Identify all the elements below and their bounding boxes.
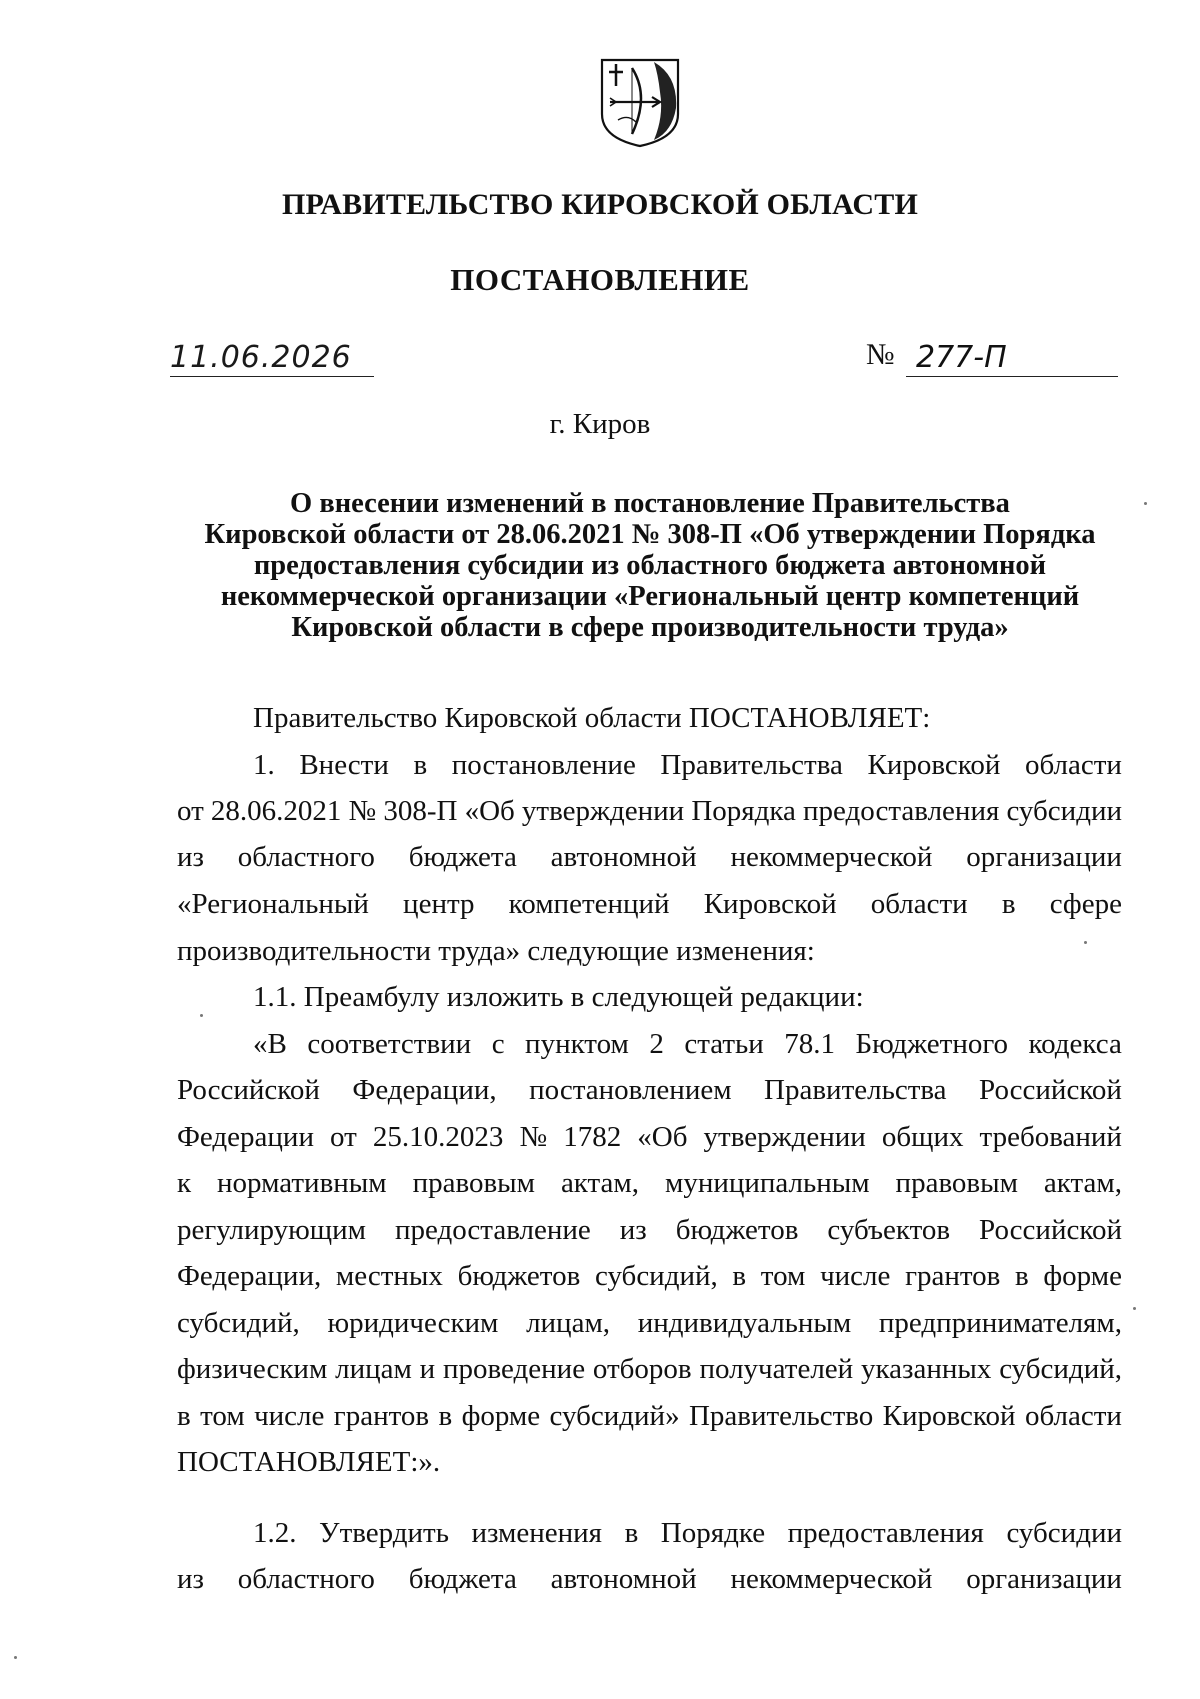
quote-line [177, 1214, 1122, 1254]
word: областного [237, 841, 375, 873]
paragraph-1-line [177, 795, 1122, 835]
word: субсидий» [549, 1400, 680, 1432]
word: соответствии [307, 1028, 472, 1060]
word: Порядка [691, 795, 796, 827]
word: в [732, 1260, 747, 1292]
quote-line [177, 1167, 1122, 1207]
word: от [330, 1121, 357, 1153]
word: лицам, [526, 1307, 611, 1339]
word: в [438, 1400, 453, 1432]
word: в [413, 749, 428, 781]
number-label: № [866, 338, 895, 371]
scan-speck [1144, 502, 1147, 505]
word: 308-П [383, 795, 458, 827]
title-line: О внесении изменений в постановление Правительства [290, 488, 1010, 519]
word: бюджетов [675, 1214, 799, 1246]
paragraph-1-2-line [177, 1563, 1122, 1603]
word: Правительства [660, 749, 843, 781]
word: в [624, 1517, 639, 1549]
word: физическим [177, 1353, 328, 1385]
word: нормативным [217, 1167, 387, 1199]
paragraph-1-1: 1.1. Преамбулу изложить в следующей редакции: [253, 981, 864, 1013]
word: субсидий, [999, 1353, 1122, 1385]
word: субсидии [1006, 795, 1122, 827]
word: «Региональный [177, 888, 369, 920]
word: Федерации, [177, 1260, 322, 1292]
quote-line: ПОСТАНОВЛЯЕТ:». [177, 1446, 441, 1478]
word: субсидии [1006, 1517, 1122, 1549]
word: получателей [699, 1353, 854, 1385]
word: отборов [592, 1353, 692, 1385]
word: «Об [464, 795, 515, 827]
scan-speck [1084, 941, 1087, 944]
word: том [200, 1400, 245, 1432]
word: Российской [177, 1074, 320, 1106]
paragraph-1-line [177, 841, 1122, 881]
document-number-field [906, 338, 1118, 377]
quote-line [177, 1074, 1122, 1114]
word: бюджета [408, 1563, 517, 1595]
word: актам, [560, 1167, 640, 1199]
quote-line [253, 1028, 1122, 1068]
title-line: Кировской области в сфере производительности труда» [291, 612, 1009, 643]
word: субсидий, [594, 1260, 718, 1292]
word: из [619, 1214, 647, 1246]
word: компетенций [508, 888, 670, 920]
body-intro: Правительство Кировской области ПОСТАНОВЛЯЕТ: [253, 702, 931, 734]
word: «Об [637, 1121, 688, 1153]
word: области [1024, 1400, 1122, 1432]
word: Кировской [703, 888, 837, 920]
word: Федерации [177, 1121, 314, 1153]
quote-line [177, 1121, 1122, 1161]
word: кодекса [1028, 1028, 1122, 1060]
quote-line [177, 1260, 1122, 1300]
word: Правительство [688, 1400, 874, 1432]
word: регулирующим [177, 1214, 366, 1246]
quote-line [177, 1353, 1122, 1393]
word: муниципальным [664, 1167, 870, 1199]
quote-line [177, 1307, 1122, 1347]
word: 28.06.2021 [210, 795, 342, 827]
word: 78.1 [784, 1028, 836, 1060]
word: лицам [335, 1353, 412, 1385]
word: предоставление [394, 1214, 591, 1246]
word: области [1024, 749, 1122, 781]
word: постановление [451, 749, 636, 781]
word: Российской [979, 1214, 1122, 1246]
city: г. Киров [549, 408, 651, 440]
word: в [1015, 1260, 1029, 1292]
coat-of-arms-emblem [598, 56, 682, 150]
document-number: 277-П [916, 340, 1007, 375]
paragraph-1-line: производительности труда» следующие изменения: [177, 935, 815, 967]
word: предоставления [787, 1517, 984, 1549]
word: общих [881, 1121, 964, 1153]
title-line: некоммерческой организации «Региональный центр компетенций [220, 581, 1080, 612]
paragraph-1-line [177, 888, 1122, 928]
word: требований [979, 1121, 1122, 1153]
word: индивидуальным [637, 1307, 852, 1339]
word: Бюджетного [855, 1028, 1009, 1060]
word: постановлением [529, 1074, 732, 1106]
word: предоставления [803, 795, 1000, 827]
word: № [519, 1121, 548, 1153]
document-date-field [170, 338, 374, 377]
word: к [177, 1167, 192, 1199]
word: в [1001, 888, 1016, 920]
word: Кировской [867, 749, 1001, 781]
word: числе [820, 1260, 891, 1292]
word: грантов [333, 1400, 430, 1432]
document-date: 11.06.2026 [170, 340, 352, 375]
word: некоммерческой [730, 841, 933, 873]
paragraph-1-2-line [253, 1517, 1122, 1557]
paragraph-1-line [253, 749, 1122, 789]
word: 25.10.2023 [372, 1121, 504, 1153]
word: изменения [471, 1517, 603, 1549]
word: 1782 [563, 1121, 622, 1153]
word: грантов [905, 1260, 1001, 1292]
word: 2 [649, 1028, 664, 1060]
word: субсидий, [177, 1307, 300, 1339]
word: указанных [861, 1353, 992, 1385]
word: актам, [1043, 1167, 1122, 1199]
word: 1.2. [253, 1517, 297, 1549]
quote-line [177, 1400, 1122, 1440]
scan-speck [200, 1014, 203, 1017]
word: числе [254, 1400, 325, 1432]
word: проведение [443, 1353, 586, 1385]
word: автономной [550, 1563, 697, 1595]
word: сфере [1049, 888, 1122, 920]
word: автономной [550, 841, 697, 873]
word: 1. [253, 749, 275, 781]
word: бюджетов [457, 1260, 581, 1292]
word: форме [1043, 1260, 1122, 1292]
title-line: Кировской области от 28.06.2021 № 308-П «Об утверждении Порядка [204, 519, 1096, 550]
word: от [177, 795, 204, 827]
word: центр [403, 888, 475, 920]
scan-speck [14, 1656, 17, 1659]
word: организации [966, 841, 1122, 873]
word: и [419, 1353, 436, 1385]
government-name: ПРАВИТЕЛЬСТВО КИРОВСКОЙ ОБЛАСТИ [282, 188, 918, 221]
word: Утвердить [319, 1517, 449, 1549]
word: Кировской [882, 1400, 1016, 1432]
scan-speck [1133, 1307, 1136, 1310]
word: утверждении [703, 1121, 866, 1153]
word: Внести [299, 749, 389, 781]
word: бюджета [408, 841, 517, 873]
word: Правительства [764, 1074, 947, 1106]
word: предпринимателям, [878, 1307, 1122, 1339]
word: Федерации, [352, 1074, 497, 1106]
word: правовым [895, 1167, 1018, 1199]
document-title [190, 488, 1110, 643]
word: области [870, 888, 968, 920]
word: № [348, 795, 377, 827]
word: с [491, 1028, 505, 1060]
word: юридическим [327, 1307, 499, 1339]
title-line: предоставления субсидии из областного бюджета автономной [253, 550, 1047, 581]
word: «В [253, 1028, 287, 1060]
word: форме [461, 1400, 541, 1432]
word: том [760, 1260, 806, 1292]
document-type: ПОСТАНОВЛЕНИЕ [450, 262, 750, 297]
word: организации [966, 1563, 1122, 1595]
word: областного [237, 1563, 375, 1595]
word: субъектов [827, 1214, 951, 1246]
word: Российской [979, 1074, 1122, 1106]
word: из [177, 1563, 204, 1595]
word: статьи [684, 1028, 764, 1060]
word: местных [335, 1260, 443, 1292]
word: в [177, 1400, 191, 1432]
word: Порядке [660, 1517, 766, 1549]
word: пунктом [525, 1028, 629, 1060]
word: из [177, 841, 204, 873]
word: правовым [412, 1167, 535, 1199]
word: утверждении [521, 795, 685, 827]
word: некоммерческой [730, 1563, 933, 1595]
